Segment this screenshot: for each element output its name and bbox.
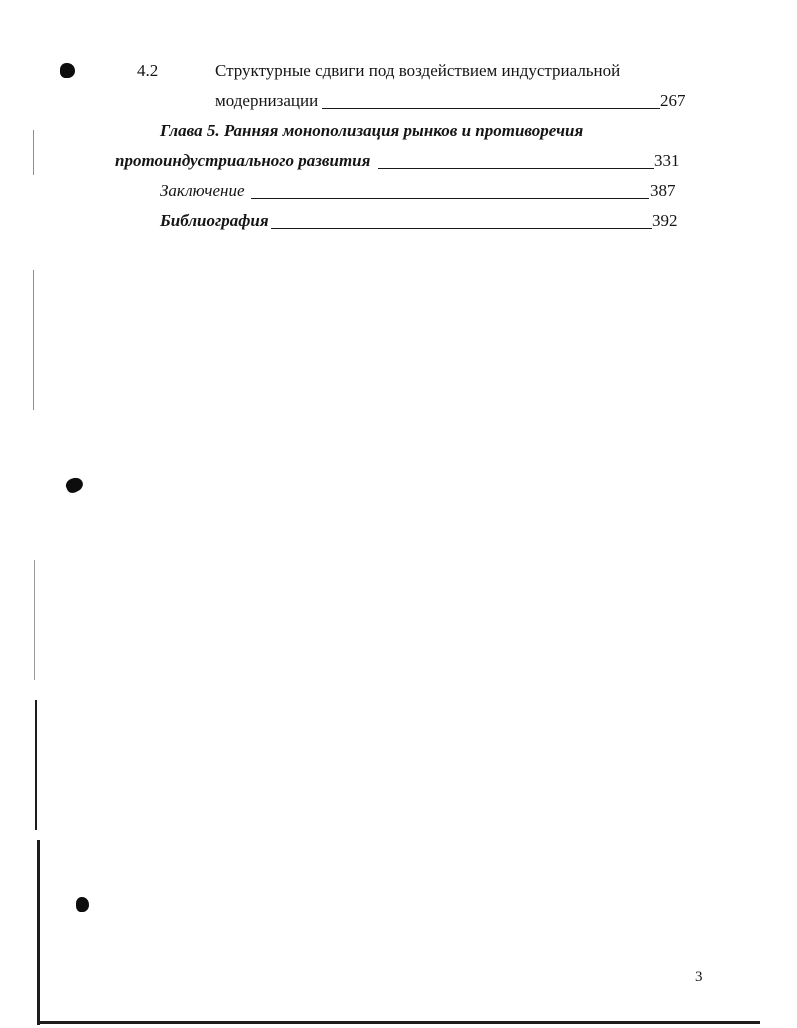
toc-entry-title-line2: модернизации xyxy=(215,91,319,110)
dot-leader xyxy=(251,198,649,199)
toc-page-number: 331 xyxy=(654,151,680,170)
scan-edge-line xyxy=(35,700,37,830)
scan-bottom-edge xyxy=(38,1021,760,1024)
dot-leader xyxy=(271,228,652,229)
toc-entry-title-line2: протоиндустриального развития xyxy=(115,151,371,170)
punch-hole-mark-top xyxy=(60,63,75,78)
scan-edge-line xyxy=(33,270,34,410)
toc-page-number: 387 xyxy=(650,181,676,200)
toc-section-number: 4.2 xyxy=(137,61,159,80)
toc-entry-title-line1: Глава 5. Ранняя монополизация рынков и противоречия xyxy=(160,121,584,140)
dot-leader xyxy=(378,168,654,169)
punch-hole-mark-middle xyxy=(64,475,85,495)
punch-hole-mark-bottom xyxy=(76,897,89,912)
toc-entry-title: Заключение xyxy=(160,181,245,200)
toc-entry-title: Библиография xyxy=(160,211,269,230)
toc-page-number: 392 xyxy=(652,211,678,230)
dot-leader xyxy=(322,108,660,109)
toc-page-number: 267 xyxy=(660,91,686,110)
scan-edge-line xyxy=(33,130,34,175)
page-number: 3 xyxy=(695,969,703,985)
scan-edge-line xyxy=(37,840,40,1025)
toc-entry-title-line1: Структурные сдвиги под воздействием индустриальной xyxy=(215,61,621,80)
scan-edge-line xyxy=(34,560,35,680)
